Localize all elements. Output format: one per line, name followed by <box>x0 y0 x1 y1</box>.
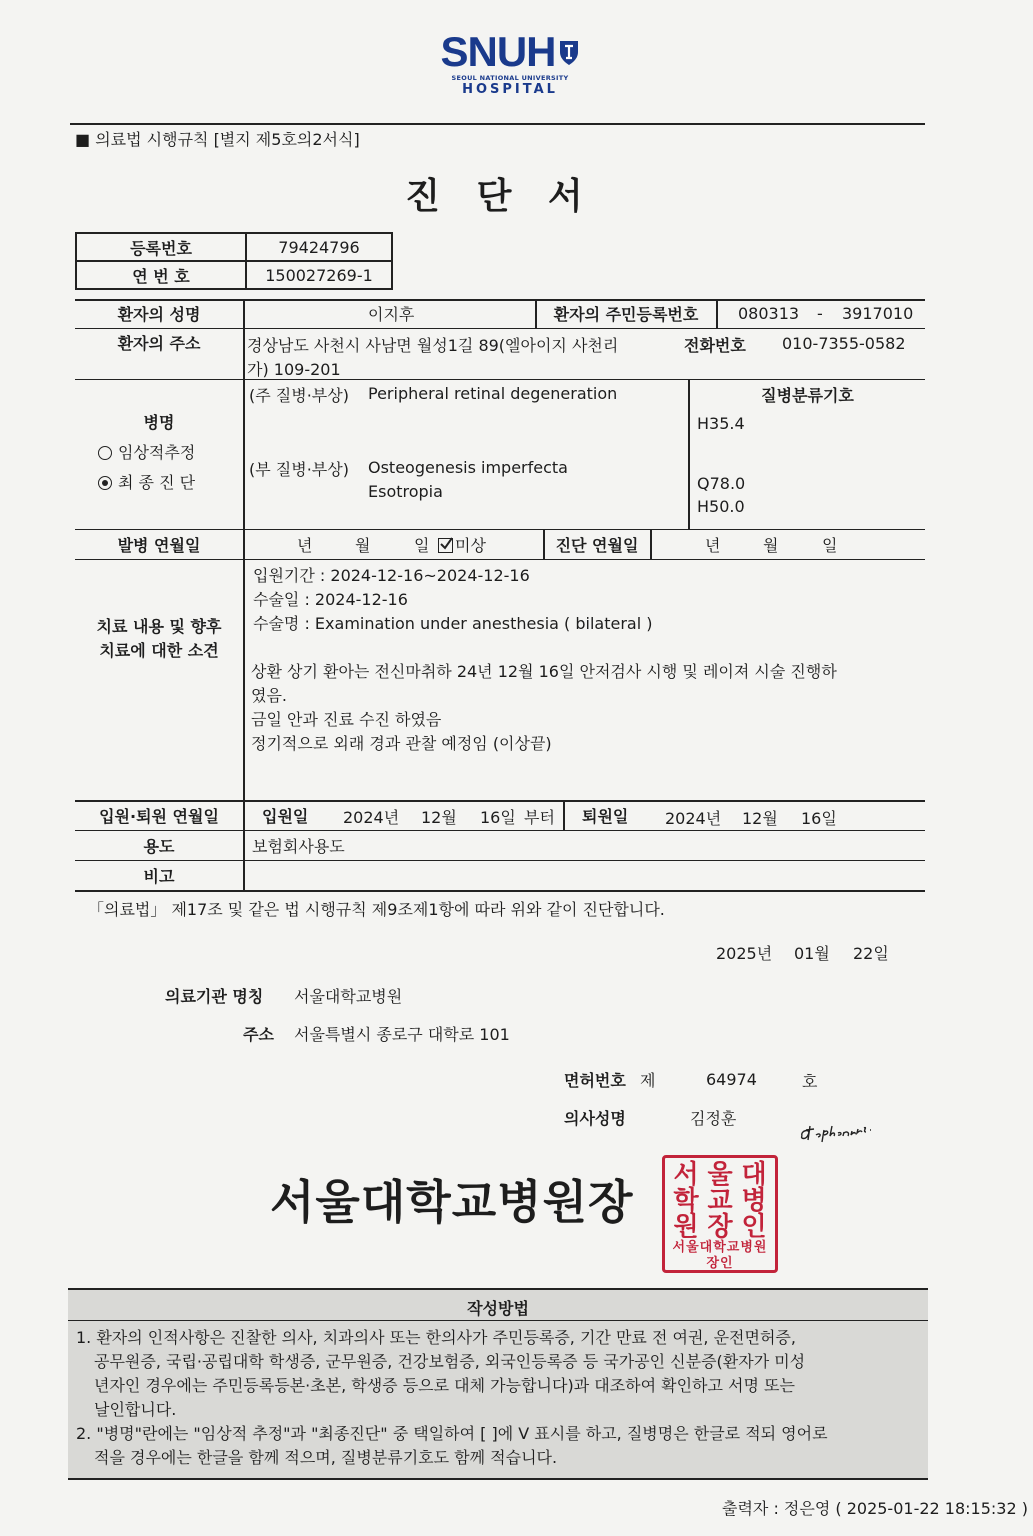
opinion-2: 금일 안과 진료 수진 하였음 <box>251 710 442 729</box>
instruction-1-line-2: 공무원증, 국립·공립대학 학생증, 군무원증, 건강보험증, 외국인등록증 등 국가공인 신분증(환자가 미성 <box>94 1352 806 1371</box>
radio-clinical <box>98 446 112 460</box>
rule <box>716 299 718 329</box>
admission-in-day: 16일 <box>480 808 516 827</box>
serial-label: 연 번 호 <box>76 261 246 289</box>
institution-address-label: 주소 <box>243 1025 274 1044</box>
discharge-month: 12월 <box>742 809 778 828</box>
seal-char: 울 <box>707 1160 733 1190</box>
surgery-name: 수술명 : Examination under anesthesia ( bilateral ) <box>253 614 653 633</box>
institution-name-label: 의료기관 명칭 <box>165 987 264 1006</box>
diag-month: 월 <box>763 536 779 555</box>
patient-name: 이지후 <box>368 305 415 324</box>
onset-label: 발병 연월일 <box>117 536 201 555</box>
rule <box>75 860 925 861</box>
admission-period: 입원기간 : 2024-12-16~2024-12-16 <box>253 566 530 585</box>
phone-label: 전화번호 <box>684 336 746 355</box>
seal-char: 대 <box>741 1160 767 1190</box>
main-disease: Peripheral retinal degeneration <box>368 384 618 403</box>
seal-char: 인 <box>741 1212 767 1242</box>
diag-year: 년 <box>705 536 721 555</box>
discharge-day: 16일 <box>801 809 837 828</box>
seal-char: 원 <box>673 1212 699 1242</box>
director-title: 서울대학교병원장 <box>270 1175 634 1229</box>
discharge-label: 퇴원일 <box>582 807 629 826</box>
issue-month: 01월 <box>794 944 830 963</box>
seal-char: 병 <box>741 1186 767 1216</box>
seal-char: 학 <box>673 1186 699 1216</box>
instructions-body <box>76 1326 920 1470</box>
opinion-3: 정기적으로 외래 경과 관찰 예정임 (이상끝) <box>251 734 552 753</box>
code-header: 질병분류기호 <box>761 386 854 405</box>
sub-disease-label: (부 질병·부상) <box>249 460 349 479</box>
issue-year: 2025년 <box>716 944 773 963</box>
diagnosis-label: 병명 <box>143 413 175 432</box>
rule <box>75 800 925 802</box>
surgery-date: 수술일 : 2024-12-16 <box>253 590 408 609</box>
seal-char: 교 <box>707 1186 733 1216</box>
sub-disease-2: Esotropia <box>368 482 443 501</box>
rule <box>563 800 565 830</box>
onset-unknown <box>438 533 486 556</box>
instruction-2-line-1: 2. "병명"란에는 "임상적 추정"과 "최종진단" 중 택일하여 [ ]에 V 표시를 하고, 질병명은 한글로 적되 영어로 <box>76 1424 828 1443</box>
license-prefix: 제 <box>640 1071 656 1090</box>
doctor-name-label: 의사성명 <box>564 1109 626 1128</box>
institution-name: 서울대학교병원 <box>294 987 403 1006</box>
certification-text: 「의료법」 제17조 및 같은 법 시행규칙 제9조제1항에 따라 위와 같이 진단합니다. <box>88 900 665 919</box>
sub-disease-1: Osteogenesis imperfecta <box>368 458 568 477</box>
radio-final <box>98 476 112 490</box>
phone-value: 010-7355-0582 <box>782 334 906 353</box>
option-final-label: 최 종 진 단 <box>118 473 196 492</box>
patient-name-label: 환자의 성명 <box>117 305 201 324</box>
address-line-1: 경상남도 사천시 사남면 월성1길 89(엘아이지 사천리 <box>247 336 619 355</box>
instruction-1-line-3: 년자인 경우에는 주민등록등본·초본, 학생증 등으로 대체 가능합니다)과 대조하여 확인하고 서명 또는 <box>94 1376 795 1395</box>
seal-char: 서 <box>673 1160 699 1190</box>
regulation-note: ■ 의료법 시행규칙 [별지 제5호의2서식] <box>75 130 360 149</box>
rule <box>75 379 925 380</box>
treatment-label-1: 치료 내용 및 향후 <box>96 617 222 636</box>
doctor-signature <box>798 1102 898 1144</box>
serial-value: 150027269-1 <box>246 261 392 289</box>
option-clinical-label: 임상적추정 <box>118 443 196 462</box>
rule <box>243 299 245 890</box>
rule <box>75 830 925 831</box>
logo-hospital: HOSPITAL <box>462 82 558 97</box>
instruction-1-line-1: 1. 환자의 인적사항은 진찰한 의사, 치과의사 또는 한의사가 주민등록증, 기간 만료 전 여권, 운전면허증, <box>76 1328 796 1347</box>
onset-unknown-label: 미상 <box>455 536 486 555</box>
rule <box>75 559 925 560</box>
checkbox-unknown <box>438 538 453 553</box>
instructions-rule <box>68 1320 928 1321</box>
instruction-1-line-4: 날인합니다. <box>94 1400 177 1419</box>
diag-date-label: 진단 연월일 <box>555 536 639 555</box>
seal-bottom: 서울대학교병원장인 <box>672 1240 768 1271</box>
issue-day: 22일 <box>853 944 889 963</box>
admission-from: 부터 <box>524 808 555 827</box>
logo-sub: SEOUL NATIONAL UNIVERSITY <box>451 74 569 82</box>
license-number: 64974 <box>706 1070 757 1089</box>
code-sub-1: Q78.0 <box>697 474 746 493</box>
registration-table <box>75 232 393 290</box>
rule <box>75 299 925 301</box>
rule <box>75 529 925 530</box>
discharge-year: 2024년 <box>665 809 722 828</box>
onset-year: 년 <box>297 536 313 555</box>
address-line-2: 가) 109-201 <box>247 360 341 379</box>
instruction-2-line-2: 적을 경우에는 한글을 함께 적으며, 질병분류기호도 함께 적습니다. <box>94 1448 558 1467</box>
treatment-label-2: 치료에 대한 소견 <box>99 641 219 660</box>
reg-no-label: 등록번호 <box>76 233 246 261</box>
rule <box>650 529 652 559</box>
rrn-dash: - <box>817 304 823 323</box>
hospital-logo <box>420 30 600 97</box>
admission-in-month: 12월 <box>421 808 457 827</box>
check-icon <box>439 537 453 551</box>
opinion-1b: 였음. <box>251 686 287 705</box>
main-disease-label: (주 질병·부상) <box>249 386 349 405</box>
instructions-title: 작성방법 <box>467 1299 529 1318</box>
address-label: 환자의 주소 <box>117 334 201 353</box>
shield-icon <box>558 38 580 66</box>
license-suffix: 호 <box>802 1072 818 1091</box>
document-title: 진 단 서 <box>405 176 595 217</box>
instructions-box <box>68 1288 928 1480</box>
option-final <box>98 470 195 493</box>
remarks-label: 비고 <box>143 867 175 886</box>
purpose-value: 보험회사용도 <box>252 837 345 856</box>
logo-brand: SNUH <box>440 28 556 75</box>
printed-by: 출력자 : 정은영 ( 2025-01-22 18:15:32 ) <box>722 1499 1028 1518</box>
diag-day: 일 <box>822 536 838 555</box>
top-rule <box>70 123 925 125</box>
admission-in-label: 입원일 <box>262 807 309 826</box>
admission-label: 입원·퇴원 연월일 <box>99 807 219 826</box>
code-main: H35.4 <box>697 414 745 433</box>
purpose-label: 용도 <box>143 837 175 856</box>
rule <box>75 328 925 329</box>
admission-in-year: 2024년 <box>343 808 400 827</box>
rule <box>75 890 925 892</box>
seal-char: 장 <box>707 1212 733 1242</box>
license-label: 면허번호 <box>564 1071 626 1090</box>
rrn-label: 환자의 주민등록번호 <box>553 305 699 324</box>
doctor-name: 김정훈 <box>690 1109 737 1128</box>
rrn-front: 080313 <box>738 304 800 323</box>
reg-no-value: 79424796 <box>246 233 392 261</box>
official-seal <box>662 1155 778 1273</box>
rrn-back: 3917010 <box>842 304 914 323</box>
opinion-1a: 상환 상기 환아는 전신마취하 24년 12월 16일 안저검사 시행 및 레이져 시술 진행하 <box>251 662 837 681</box>
option-clinical <box>98 440 195 463</box>
onset-day: 일 <box>414 536 430 555</box>
onset-month: 월 <box>355 536 371 555</box>
code-sub-2: H50.0 <box>697 497 745 516</box>
institution-address: 서울특별시 종로구 대학로 101 <box>294 1025 510 1044</box>
